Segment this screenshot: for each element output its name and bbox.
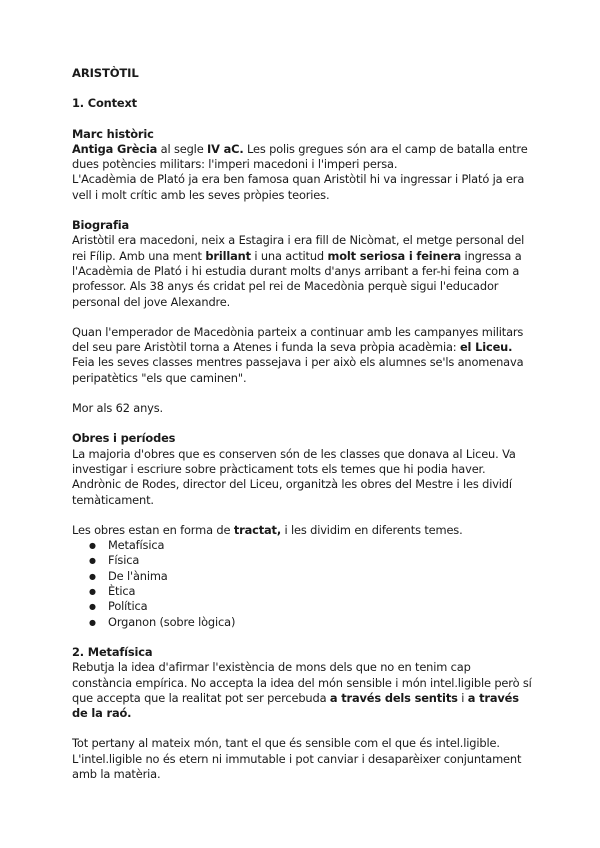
section-heading-metafisica: 2. Metafísica xyxy=(72,644,153,659)
list-item: ● Física xyxy=(72,553,532,568)
text: Quan l'emperador de Macedònia parteix a continuar amb les campanyes militars del seu pare Aristòtil torna a Atenes i funda la seva pròpia acadèmia: xyxy=(72,324,524,355)
list-item: ● Ètica xyxy=(72,584,532,599)
bold-text: a través dels sentits xyxy=(329,690,458,705)
bold-text: tractat, xyxy=(233,522,282,537)
paragraph-obres-1: La majoria d'obres que es conserven són de les classes que donava al Liceu. Va investigar i escriure sobre pràcticament tots els temes que hi podia haver. Andrònic de Rodes, director del Liceu, organitzà les obres del Mestre i les dividí temàticament. xyxy=(72,446,516,507)
document-title: ARISTÒTIL xyxy=(72,66,139,80)
text: Les obres estan en forma de xyxy=(72,522,234,537)
list-item: ● Organon (sobre lògica) xyxy=(72,615,532,630)
bold-text: a través de la raó. xyxy=(72,690,519,721)
paragraph-marc-1 xyxy=(72,142,532,173)
text: i les dividim en diferents temes. xyxy=(281,522,463,537)
paragraph-obres-2 xyxy=(72,523,532,538)
paragraph-bio-3: Mor als 62 anys. xyxy=(72,401,164,416)
text: Feia les seves classes mentres passejava i per això els alumnes se'ls anomenava peripatètics "els que caminen". xyxy=(72,355,524,385)
text: Aristòtil era macedoni, neix a Estagira i era fill de Nicòmat, el metge personal del rei Fílip. Amb una ment xyxy=(72,233,525,263)
section-heading-context: 1. Context xyxy=(72,96,137,111)
bold-text: molt seriosa i feinera xyxy=(327,248,462,263)
paragraph-metafisica-2: Tot pertany al mateix món, tant el que és sensible com el que és intel.ligible. L'intel.ligible no és etern ni immutable i pot canviar i desaparèixer conjuntament amb la matèria. xyxy=(72,736,522,781)
paragraph-bio-2 xyxy=(72,325,532,386)
bullet-list-obres xyxy=(72,538,532,630)
subheading-marc-historic: Marc històric xyxy=(72,126,154,141)
paragraph-bio-1 xyxy=(72,233,532,309)
paragraph-metafisica-1 xyxy=(72,660,532,721)
list-item: ● De l'ànima xyxy=(72,569,532,584)
subheading-biografia: Biografia xyxy=(72,218,130,233)
subheading-obres: Obres i períodes xyxy=(72,431,176,446)
text: Rebutja la idea d'afirmar l'existència de mons dels que no en tenim cap constància empírica. No accepta la idea del món sensible i món intel.ligible però sí que accepta que la realitat pot ser percebuda xyxy=(72,660,532,705)
list-item: ● Política xyxy=(72,599,532,614)
bold-text: el Liceu. xyxy=(459,340,513,355)
list-item: ● Metafísica xyxy=(72,538,532,553)
bold-text: IV aC. xyxy=(207,141,244,156)
text: i xyxy=(457,690,468,705)
text: Les polis gregues són ara el camp de batalla entre dues potències militars: l'imperi macedoni i l'imperi persa. xyxy=(72,141,528,172)
bold-text: Antiga Grècia xyxy=(72,141,158,156)
paragraph-marc-2: L'Acadèmia de Plató ja era ben famosa quan Aristòtil hi va ingressar i Plató ja era vell i molt crític amb les seves pròpies teories. xyxy=(72,172,525,202)
text: i una actitud xyxy=(250,248,328,263)
document-page xyxy=(72,66,532,782)
bold-text: brillant xyxy=(205,248,251,263)
text: al segle xyxy=(157,141,208,156)
text: ingressa a l'Acadèmia de Plató i hi estudia durant molts d'anys arribant a fer-hi feina com a professor. Als 38 anys és cridat pel rei de Macedònia perquè sigui l'educador personal del jove Alexandre. xyxy=(72,248,522,309)
